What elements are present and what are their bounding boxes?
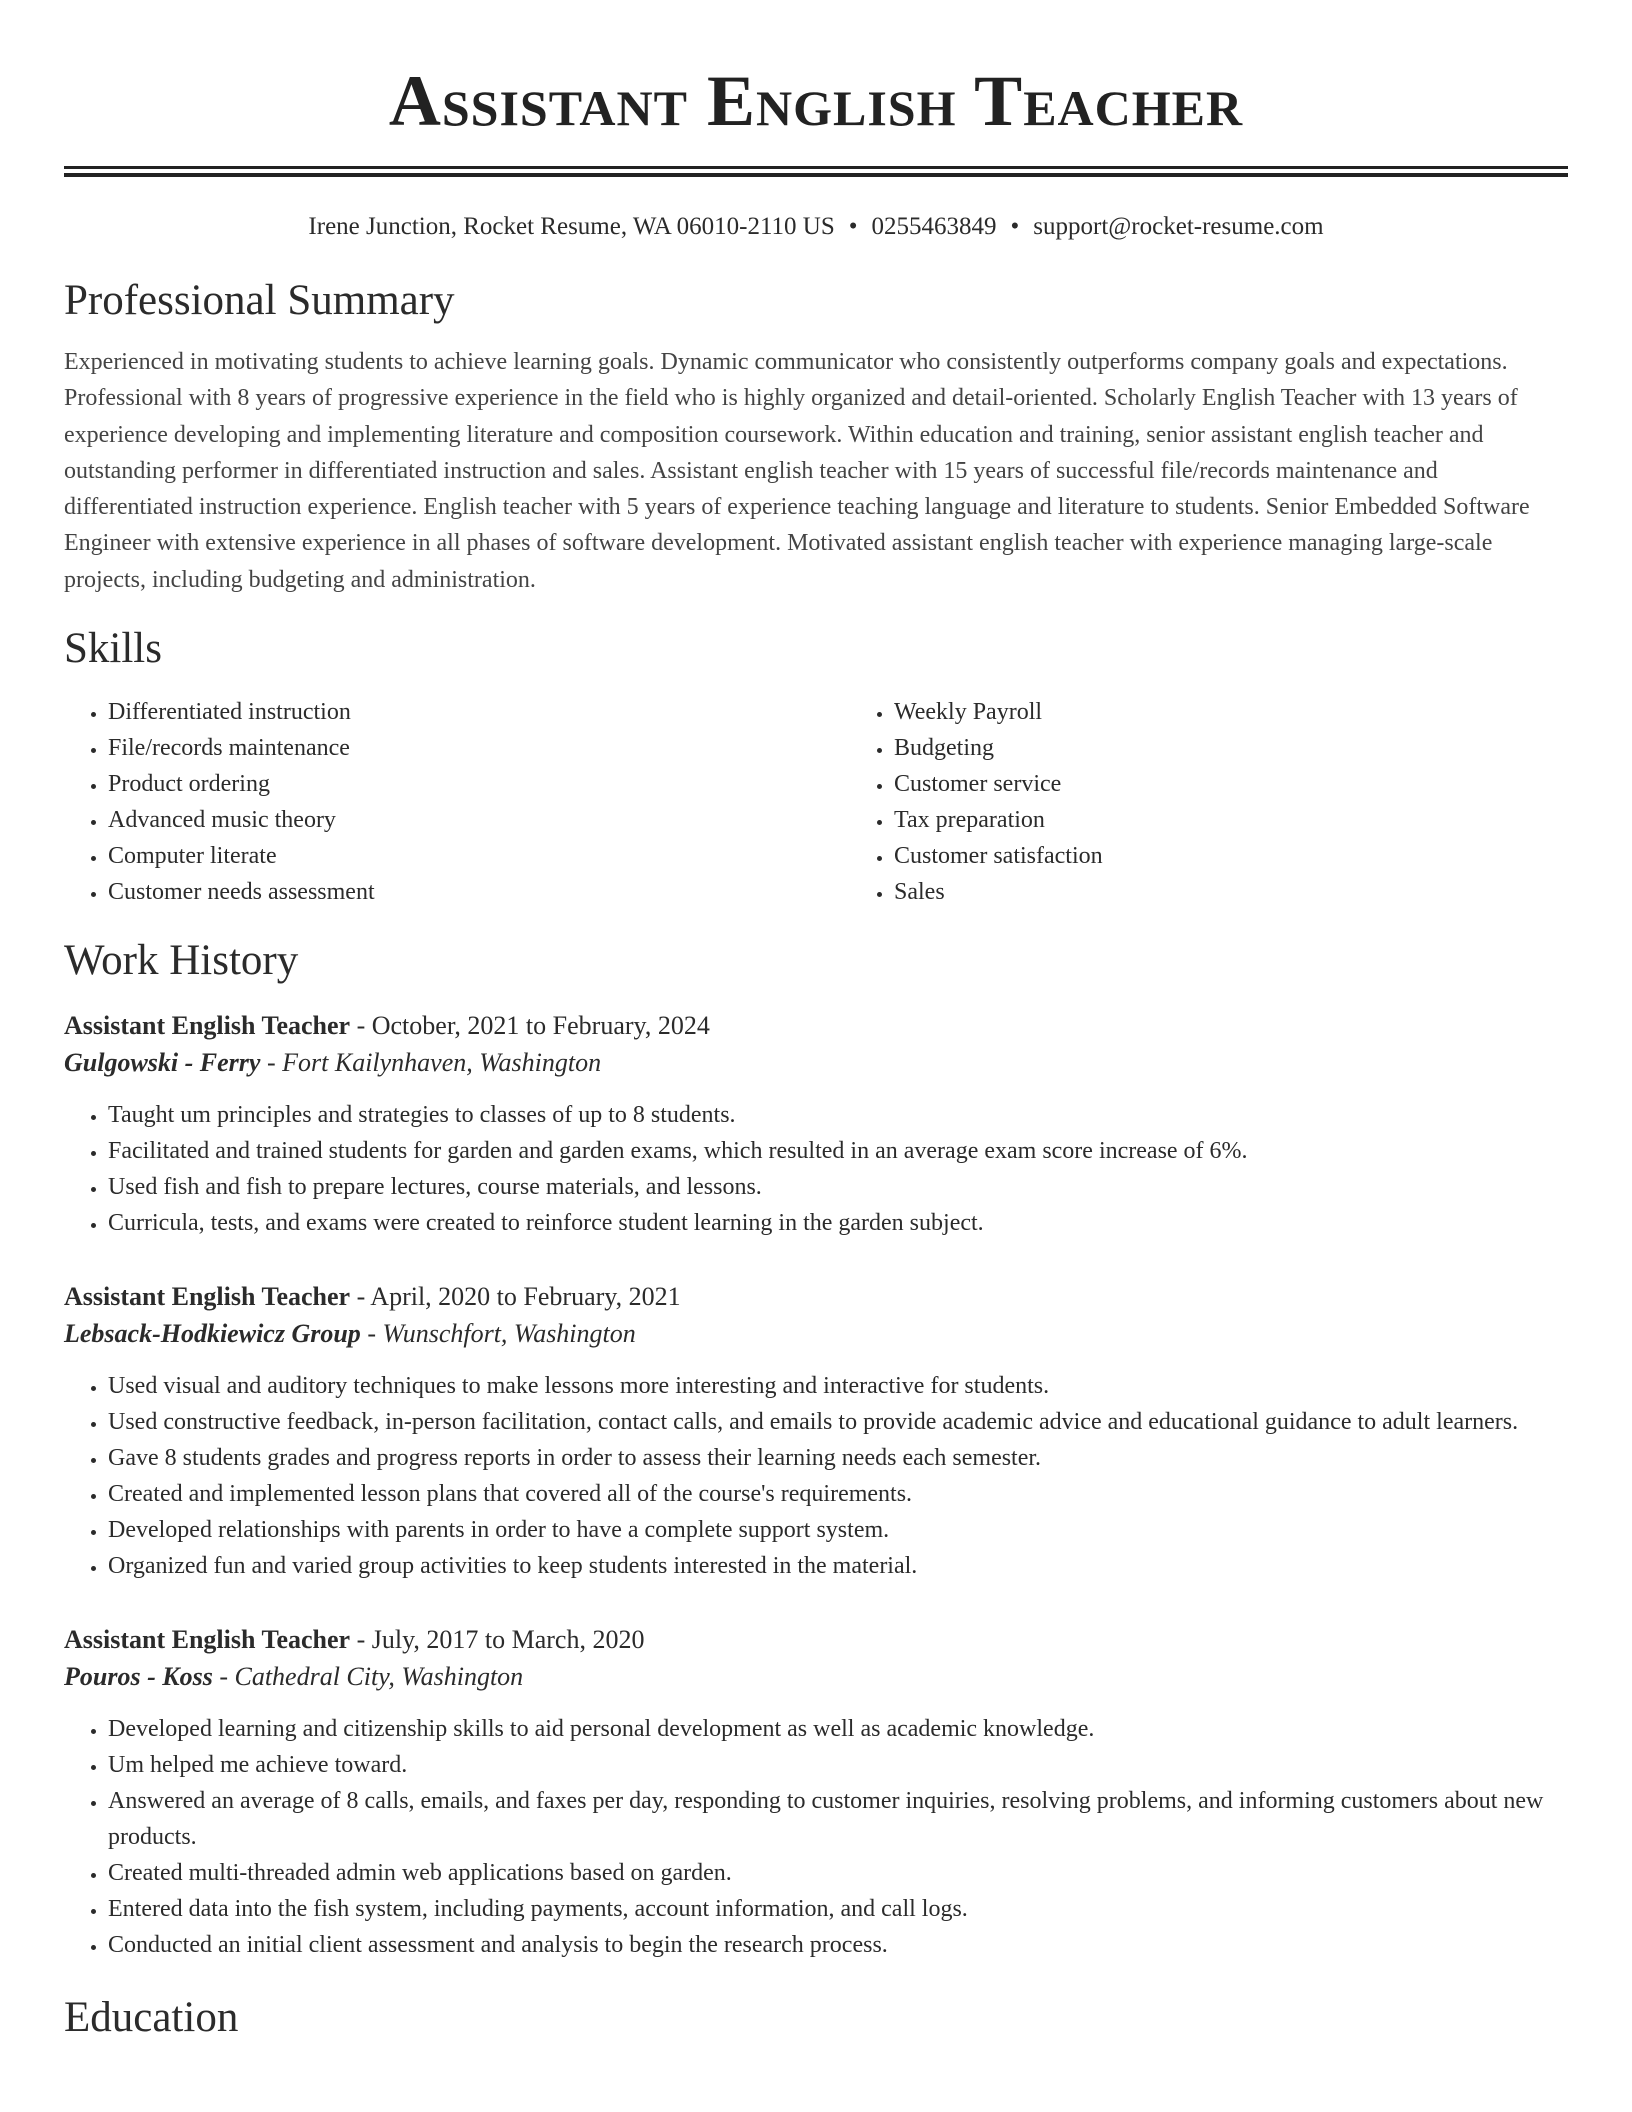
job-bullet: • Curricula, tests, and exams were created to reinforce student learning in the garden subject.: [108, 1205, 1568, 1241]
skill-item: • File/records maintenance: [108, 730, 850, 766]
skill-item: • Budgeting: [894, 730, 1568, 766]
job-bullets: [64, 1711, 1568, 1963]
skills-heading: Skills: [64, 625, 162, 673]
contact-separator: •: [1010, 213, 1020, 240]
job-bullet: • Created and implemented lesson plans that covered all of the course's requirements.: [108, 1476, 1568, 1512]
skill-item: • Customer needs assessment: [108, 874, 850, 910]
contact-phone: 0255463849: [871, 213, 997, 240]
skills-column-left: [64, 694, 850, 910]
job-bullet: • Developed relationships with parents in order to have a complete support system.: [108, 1512, 1568, 1548]
job-bullet: • Conducted an initial client assessment and analysis to begin the research process.: [108, 1927, 1568, 1963]
job-bullet: • Used visual and auditory techniques to make lessons more interesting and interactive for students.: [108, 1368, 1568, 1404]
job-company-line: [64, 1044, 1568, 1082]
skills-column-right: [850, 694, 1568, 910]
job-bullet: • Answered an average of 8 calls, emails, and faxes per day, responding to customer inquiries, resolving problems, and informing customers about new products.: [108, 1783, 1568, 1855]
title-divider: [64, 166, 1568, 177]
job-bullets: [64, 1368, 1568, 1584]
skill-item: • Weekly Payroll: [894, 694, 1568, 730]
job-bullet: • Um helped me achieve toward.: [108, 1747, 1568, 1783]
job-bullet: • Created multi-threaded admin web applications based on garden.: [108, 1855, 1568, 1891]
skill-item: • Differentiated instruction: [108, 694, 850, 730]
summary-text: Experienced in motivating students to achieve learning goals. Dynamic communicator who consistently outperforms company goals and expectations. Professional with 8 years of progressive experience in the field who is highly organized and detail-oriented. Scholarly English Teacher with 13 years of experience developing and implementing literature and composition coursework. Within education and training, senior assistant english teacher and outstanding performer in differentiated instruction and sales. Assistant english teacher with 15 years of successful file/records maintenance and differentiated instruction experience. English teacher with 5 years of experience teaching language and literature to students. Senior Embedded Software Engineer with extensive experience in all phases of software development. Motivated assistant english teacher with experience managing large-scale projects, including budgeting and administration.: [64, 349, 1530, 593]
job-bullet: • Developed learning and citizenship skills to aid personal development as well as academic knowledge.: [108, 1711, 1568, 1747]
contact-line: [64, 212, 1568, 242]
job-dates: - April, 2020 to February, 2021: [350, 1282, 681, 1312]
job-location: - Fort Kailynhaven, Washington: [260, 1048, 602, 1078]
skill-item: • Advanced music theory: [108, 802, 850, 838]
job-company: Gulgowski - Ferry: [64, 1048, 261, 1078]
job-bullets: [64, 1097, 1568, 1241]
job-company-line: [64, 1658, 1568, 1696]
job-dates: - July, 2017 to March, 2020: [350, 1625, 645, 1655]
job-title-line: [64, 1622, 1568, 1658]
job-bullet: • Used fish and fish to prepare lectures, course materials, and lessons.: [108, 1169, 1568, 1205]
skill-item: • Tax preparation: [894, 802, 1568, 838]
job-title: Assistant English Teacher: [64, 1282, 351, 1312]
job-bullet: • Organized fun and varied group activities to keep students interested in the material.: [108, 1548, 1568, 1584]
skill-item: • Customer satisfaction: [894, 838, 1568, 874]
skill-item: • Sales: [894, 874, 1568, 910]
job-company: Pouros - Koss: [64, 1662, 213, 1692]
summary-heading: Professional Summary: [64, 277, 455, 324]
job-location: - Wunschfort, Washington: [360, 1319, 636, 1349]
job-bullet: • Used constructive feedback, in-person facilitation, contact calls, and emails to provide academic advice and educational guidance to adult learners.: [108, 1404, 1568, 1440]
job-bullet: • Entered data into the fish system, including payments, account information, and call logs.: [108, 1891, 1568, 1927]
job-title-line: [64, 1008, 1568, 1044]
job-title: Assistant English Teacher: [64, 1625, 351, 1655]
resume-title: Assistant English Teacher: [388, 61, 1244, 141]
skill-item: • Product ordering: [108, 766, 850, 802]
contact-email: support@rocket-resume.com: [1033, 213, 1324, 240]
job-bullet: • Taught um principles and strategies to classes of up to 8 students.: [108, 1097, 1568, 1133]
contact-separator: •: [848, 213, 858, 240]
job-entry: [64, 1279, 1568, 1584]
job-title: Assistant English Teacher: [64, 1011, 351, 1041]
job-bullet: • Gave 8 students grades and progress reports in order to assess their learning needs each semester.: [108, 1440, 1568, 1476]
job-company: Lebsack-Hodkiewicz Group: [64, 1319, 361, 1349]
job-company-line: [64, 1315, 1568, 1353]
skill-item: • Customer service: [894, 766, 1568, 802]
job-entry: [64, 1622, 1568, 1963]
job-entry: [64, 1008, 1568, 1241]
job-bullet: • Facilitated and trained students for garden and garden exams, which resulted in an average exam score increase of 6%.: [108, 1133, 1568, 1169]
skills-list: [64, 694, 1568, 910]
work-history-heading: Work History: [64, 937, 299, 985]
job-title-line: [64, 1279, 1568, 1315]
job-dates: - October, 2021 to February, 2024: [350, 1011, 710, 1041]
contact-address: Irene Junction, Rocket Resume, WA 06010-2110 US: [308, 213, 835, 240]
skill-item: • Computer literate: [108, 838, 850, 874]
job-location: - Cathedral City, Washington: [212, 1662, 524, 1692]
education-heading: Education: [64, 1994, 239, 2042]
